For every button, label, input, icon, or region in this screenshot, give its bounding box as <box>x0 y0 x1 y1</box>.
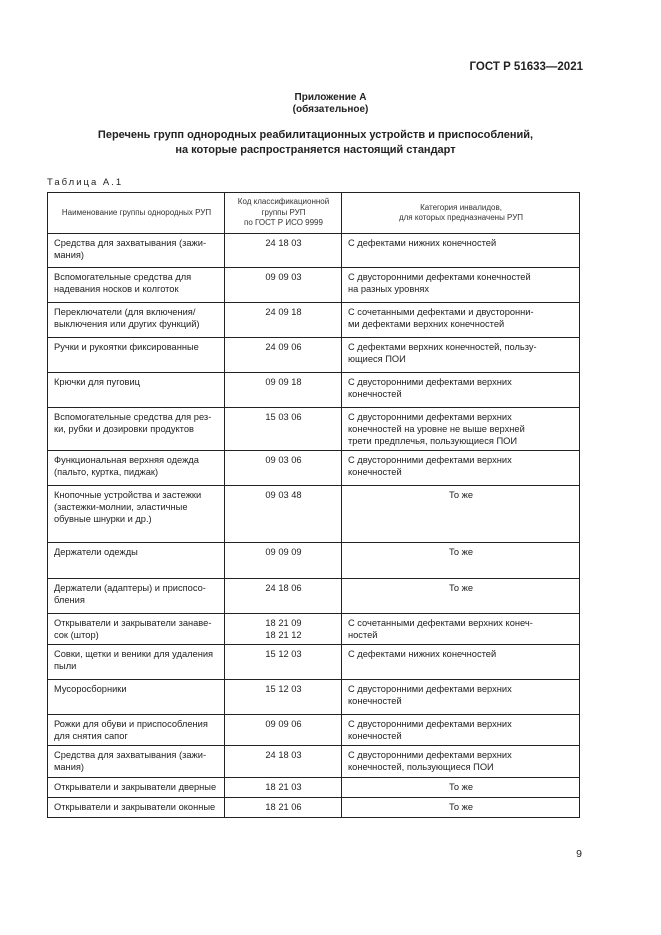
cell-group-name <box>48 543 225 579</box>
column-header-name: Наименование группы однородных РУП <box>48 193 225 234</box>
cell-disability-category-line: конечностей <box>348 696 402 706</box>
cell-disability-category-line: конечностей <box>348 389 402 399</box>
cell-classification-code <box>225 268 342 303</box>
cell-group-name <box>48 268 225 303</box>
cell-group-name-line: Ручки и рукоятки фиксированные <box>54 342 199 352</box>
cell-group-name <box>48 408 225 451</box>
cell-disability-category <box>342 338 580 373</box>
cell-disability-category-line: С двусторонними дефектами верхних <box>348 684 512 694</box>
cell-classification-code <box>225 451 342 486</box>
cell-group-name <box>48 746 225 778</box>
cell-group-name-line: (застежки-молнии, эластичные <box>54 502 188 512</box>
cell-classification-code-line: 09 09 09 <box>265 547 302 557</box>
cell-group-name-line: бления <box>54 595 85 605</box>
cell-group-name-line: Держатели (адаптеры) и приспосо- <box>54 583 206 593</box>
cell-disability-category-line: С двусторонними дефектами верхних <box>348 719 512 729</box>
cell-group-name-line: сок (штор) <box>54 630 99 640</box>
cell-group-name-line: Кнопочные устройства и застежки <box>54 490 202 500</box>
cell-group-name-line: Средства для захватывания (зажи- <box>54 238 207 248</box>
cell-group-name-line: Совки, щетки и веники для удаления <box>54 649 214 659</box>
cell-classification-code-line: 09 09 06 <box>265 719 302 729</box>
cell-classification-code-line: 24 18 03 <box>265 238 302 248</box>
cell-classification-code <box>225 303 342 338</box>
column-header-category <box>342 193 580 234</box>
cell-disability-category-line: То же <box>448 802 474 812</box>
cell-group-name <box>48 373 225 408</box>
cell-disability-category <box>342 746 580 778</box>
rup-table <box>47 192 580 818</box>
column-header-code-line: Код классификационной <box>237 197 330 207</box>
cell-disability-category-line: на разных уровнях <box>348 284 430 294</box>
table-header-row <box>48 193 580 234</box>
cell-disability-category <box>342 645 580 680</box>
table-row <box>48 614 580 645</box>
cell-group-name-line: мания) <box>54 250 85 260</box>
cell-disability-category-line: То же <box>448 490 474 500</box>
cell-group-name-line: Держатели одежды <box>54 547 138 557</box>
cell-group-name-line: выключения или других функций) <box>54 319 200 329</box>
cell-classification-code-line: 18 21 12 <box>265 630 302 640</box>
cell-classification-code <box>225 798 342 818</box>
cell-disability-category <box>342 778 580 798</box>
cell-classification-code-line: 09 03 06 <box>265 455 302 465</box>
cell-group-name-line: надевания носков и колготок <box>54 284 179 294</box>
cell-classification-code <box>225 746 342 778</box>
cell-classification-code-line: 24 18 06 <box>265 583 302 593</box>
column-header-category-line: Категория инвалидов, <box>420 202 502 212</box>
cell-classification-code <box>225 614 342 645</box>
cell-disability-category <box>342 614 580 645</box>
cell-classification-code <box>225 778 342 798</box>
cell-disability-category-line: ющиеся ПОИ <box>348 354 406 364</box>
cell-disability-category-line: конечностей <box>348 467 402 477</box>
heading-line-2: на которые распространяется настоящий стандарт <box>175 143 456 156</box>
cell-group-name <box>48 486 225 543</box>
cell-group-name <box>48 798 225 818</box>
table-row <box>48 451 580 486</box>
column-header-code <box>225 193 342 234</box>
cell-group-name <box>48 579 225 614</box>
cell-classification-code <box>225 579 342 614</box>
standard-code: ГОСТ Р 51633—2021 <box>469 61 583 73</box>
table-row <box>48 798 580 818</box>
table-row <box>48 338 580 373</box>
cell-disability-category-line: С дефектами верхних конечностей, пользу- <box>348 342 537 352</box>
appendix-title: Приложение А <box>294 92 367 103</box>
cell-disability-category-line: С дефектами нижних конечностей <box>348 238 497 248</box>
cell-disability-category-line: С двусторонними дефектами конечностей <box>348 272 531 282</box>
table-row <box>48 486 580 543</box>
cell-group-name-line: Открыватели и закрыватели дверные <box>54 782 217 792</box>
cell-classification-code-line: 24 09 18 <box>265 307 302 317</box>
table-row <box>48 234 580 268</box>
column-header-code-line: по ГОСТ Р ИСО 9999 <box>244 218 323 228</box>
table-body <box>48 234 580 818</box>
table-row <box>48 579 580 614</box>
cell-disability-category-line: То же <box>448 547 474 557</box>
cell-group-name-line: Переключатели (для включения/ <box>54 307 196 317</box>
cell-disability-category-line: С двусторонними дефектами верхних <box>348 455 512 465</box>
cell-disability-category-line: трети предплечья, пользующиеся ПОИ <box>348 436 518 446</box>
cell-disability-category-line: С двусторонними дефектами верхних <box>348 750 512 760</box>
table-caption: Таблица А.1 <box>47 177 124 188</box>
table-row <box>48 778 580 798</box>
cell-group-name-line: Открыватели и закрыватели оконные <box>54 802 216 812</box>
cell-disability-category-line: С двусторонними дефектами верхних <box>348 412 512 422</box>
cell-classification-code-line: 24 18 03 <box>265 750 302 760</box>
column-header-code-line: группы РУП <box>261 207 306 217</box>
cell-classification-code <box>225 645 342 680</box>
cell-classification-code <box>225 373 342 408</box>
table-row <box>48 268 580 303</box>
cell-disability-category <box>342 680 580 715</box>
cell-disability-category-line: То же <box>448 782 474 792</box>
cell-classification-code <box>225 486 342 543</box>
cell-disability-category <box>342 486 580 543</box>
cell-disability-category <box>342 451 580 486</box>
cell-classification-code-line: 09 09 03 <box>265 272 302 282</box>
cell-disability-category-line: С сочетанными дефектами верхних конеч- <box>348 618 533 628</box>
cell-disability-category <box>342 715 580 746</box>
table-row <box>48 746 580 778</box>
cell-group-name-line: Открыватели и закрыватели занаве- <box>54 618 212 628</box>
cell-group-name-line: Мусоросборники <box>54 684 127 694</box>
cell-disability-category <box>342 579 580 614</box>
cell-disability-category-line: конечностей на уровне не выше верхней <box>348 424 525 434</box>
cell-group-name <box>48 778 225 798</box>
cell-disability-category <box>342 408 580 451</box>
cell-disability-category-line: С дефектами нижних конечностей <box>348 649 497 659</box>
cell-group-name <box>48 303 225 338</box>
cell-disability-category <box>342 268 580 303</box>
cell-group-name-line: Вспомогательные средства для рез- <box>54 412 212 422</box>
cell-disability-category <box>342 303 580 338</box>
cell-disability-category-line: ностей <box>348 630 378 640</box>
table-row <box>48 645 580 680</box>
heading-line-1: Перечень групп однородных реабилитационных устройств и приспособлений, <box>97 129 534 141</box>
cell-disability-category-line: конечностей, пользующиеся ПОИ <box>348 762 494 772</box>
cell-disability-category-line: То же <box>448 583 474 593</box>
cell-classification-code <box>225 234 342 268</box>
cell-disability-category <box>342 543 580 579</box>
cell-group-name-line: мания) <box>54 762 85 772</box>
cell-classification-code-line: 18 21 03 <box>265 782 302 792</box>
appendix-label <box>0 92 661 116</box>
cell-classification-code <box>225 338 342 373</box>
table-row <box>48 543 580 579</box>
table-row <box>48 408 580 451</box>
table-row <box>48 373 580 408</box>
cell-classification-code <box>225 680 342 715</box>
cell-classification-code <box>225 408 342 451</box>
cell-classification-code-line: 24 09 06 <box>265 342 302 352</box>
cell-group-name <box>48 715 225 746</box>
cell-group-name-line: Вспомогательные средства для <box>54 272 192 282</box>
cell-classification-code-line: 18 21 06 <box>265 802 302 812</box>
cell-classification-code-line: 09 03 48 <box>265 490 302 500</box>
cell-group-name <box>48 234 225 268</box>
cell-classification-code-line: 15 03 06 <box>265 412 302 422</box>
cell-classification-code <box>225 715 342 746</box>
column-header-category-line: для которых предназначены РУП <box>398 213 524 222</box>
cell-group-name-line: ки, рубки и дозировки продуктов <box>54 424 194 434</box>
cell-disability-category-line: ми дефектами верхних конечностей <box>348 319 505 329</box>
cell-group-name <box>48 614 225 645</box>
cell-disability-category-line: С сочетанными дефектами и двусторонни- <box>348 307 534 317</box>
cell-group-name <box>48 338 225 373</box>
cell-group-name <box>48 451 225 486</box>
cell-disability-category <box>342 373 580 408</box>
cell-disability-category <box>342 234 580 268</box>
cell-classification-code <box>225 543 342 579</box>
cell-group-name-line: для снятия сапог <box>54 731 128 741</box>
table-row <box>48 303 580 338</box>
appendix-status: (обязательное) <box>292 104 369 115</box>
cell-disability-category <box>342 798 580 818</box>
cell-group-name-line: обувные шнурки и др.) <box>54 514 152 524</box>
cell-disability-category-line: конечностей <box>348 731 402 741</box>
cell-group-name <box>48 645 225 680</box>
cell-classification-code-line: 15 12 03 <box>265 684 302 694</box>
cell-classification-code-line: 15 12 03 <box>265 649 302 659</box>
cell-group-name-line: Крючки для пуговиц <box>54 377 141 387</box>
cell-classification-code-line: 18 21 09 <box>265 618 302 628</box>
table-row <box>48 715 580 746</box>
cell-disability-category-line: С двусторонними дефектами верхних <box>348 377 512 387</box>
cell-group-name-line: пыли <box>54 661 77 671</box>
cell-group-name-line: Функциональная верхняя одежда <box>54 455 199 465</box>
cell-classification-code-line: 09 09 18 <box>265 377 302 387</box>
table-row <box>48 680 580 715</box>
cell-group-name-line: (пальто, куртка, пиджак) <box>54 467 159 477</box>
document-heading <box>0 128 631 157</box>
cell-group-name-line: Рожки для обуви и приспособления <box>54 719 208 729</box>
page-number: 9 <box>576 848 582 860</box>
cell-group-name <box>48 680 225 715</box>
cell-group-name-line: Средства для захватывания (зажи- <box>54 750 207 760</box>
